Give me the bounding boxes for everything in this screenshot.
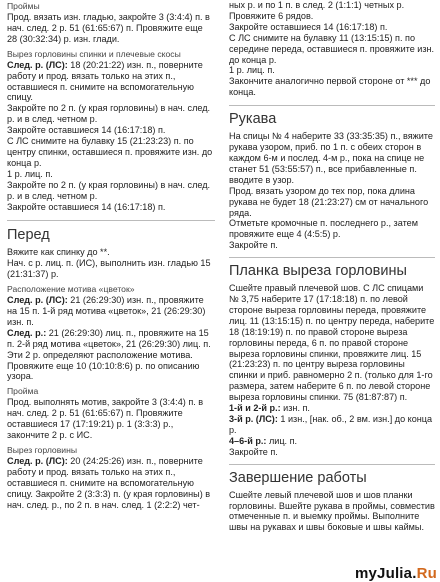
sleeves-para4: Закройте п. (229, 240, 278, 251)
armholes-text: Прод. вязать изн. гладью, закройте 3 (3:4:4) п. в нач. след. 2 р. 51 (61:65:67) п. Провяжите еще 28 (30:32:34) р. изн. глади. (7, 12, 210, 44)
sleeves-heading: Рукава (229, 111, 277, 128)
motif-para3: Эти 2 р. определяют расположение мотива. Провяжите еще 10 (10:10:8:6) р. по описанию узора. (7, 349, 200, 382)
subheading-front-neck: Вырез горловины (7, 445, 77, 455)
cont-para4: 1 р. лиц. п. (229, 65, 275, 76)
row-text: 20 (24:25:26) изн. п., поверните работу и прод. вязать только на этих п., оставшиеся п. снимите на вспомогательную спицу. Закройте 2 (3:3:3) п. (у края горловины) в нач. след. р., по 2 п. в нач. след. 1 (2:2:2) чет- (7, 456, 211, 510)
cont-para2: Закройте оставшиеся 14 (16:17:18) п. (229, 21, 388, 32)
back-neck-para7: Закройте оставшиеся 14 (16:17:18) п. (7, 201, 166, 212)
front-para1: Вяжите как спинку до **. (7, 247, 110, 258)
collar-close: Закройте п. (229, 446, 278, 457)
cont-para3: С ЛС снимите на булавку 11 (13:15:15) п. по середине переда, оставшиеся п. провяжите изн. до конца р. (229, 32, 435, 65)
cont-para1: ных р. и по 1 п. в след. 2 (1:1:1) четных р. Провяжите 6 рядов. (229, 0, 405, 21)
right-column (229, 0, 435, 533)
back-neck-para5: 1 р. лиц. п. (7, 168, 53, 179)
finish-heading: Завершение работы (229, 469, 367, 486)
row-text: 21 (26:29:30) изн. п., провяжите на 15 п. 1-й ряд мотива «цветок», 21 (26:29:30) изн. п. (7, 295, 206, 327)
back-neck-para6: Закройте по 2 п. (у края горловины) в нач. след. р. и в след. четном р. (7, 179, 211, 201)
row-text: 18 (20:21:22) изн. п., поверните работу и прод. вязать только на этих п., оставшиеся п. снимите на вспомогательную спицу. (7, 59, 203, 103)
finish-para: Сшейте левый плечевой шов и шов планки горловины. Вшейте рукава в проймы, совместив отмеченные п. и выемку проймы. Выполните швы на рукавах и швы боковые и швы каймы. (229, 489, 435, 533)
collar-para1: Сшейте правый плечевой шов. С ЛС спицами № 3,75 наберите 17 (17:18:18) п. по левой стороне выреза горловины переда, провяжите лиц. 11 (13:15:15) п. по центру переда, наберите 18 (18:19:19) п. по правой стороне выреза горловины переда, 6 п. по правой стороне выреза горловины спинки, провяжите лиц. 15 (21:23:23) п. по центру выреза горловины спинки и приб. равномерно 2 п. (только для 1-го размера, затем наберите 6 п. по левой стороне выреза горловины спинки. 75 (81:87:87) п. (229, 283, 435, 403)
front-para2: Нач. с р. лиц. п. (ИС), выполнить изн. гладью 15 (21:31:37) р. (7, 258, 211, 280)
row-text: 21 (26:29:30) лиц. п., провяжите на 15 п. 2-й ряд мотива «цветок», 21 (26:29:30) лиц. п. (7, 327, 211, 349)
subheading-armholes: Проймы (7, 1, 40, 11)
site-watermark (355, 565, 437, 582)
back-neck-para3: Закройте оставшиеся 14 (16:17:18) п. (7, 125, 166, 136)
subheading-back-neck: Вырез горловины спинки и плечевые скосы (7, 48, 181, 59)
row-text: лиц. п. (266, 435, 298, 446)
collar-row4 (229, 436, 435, 447)
row-text: 1 изн., [нак. об., 2 вм. изн.] до конца р. (229, 414, 433, 435)
collar-row3 (229, 414, 435, 436)
left-column (7, 0, 215, 511)
row-label: 4–6-й р.: (229, 435, 267, 446)
motif-para1 (7, 295, 215, 328)
row-label: След. р. (ЛС): (7, 59, 68, 70)
row-label: След. р. (ЛС): (7, 456, 68, 466)
sleeves-para3: Отметьте кромочные п. последнего р., затем провяжите еще 4 (4:5:5) р. (229, 218, 418, 240)
subheading-motif: Расположение мотива «цветок» (7, 284, 135, 295)
sleeves-para2: Прод. вязать узором до тех пор, пока длина рукава не будет 18 (21:23:27) см от начального ряда. (229, 185, 429, 218)
back-neck-para1 (7, 60, 215, 104)
watermark-name: myJulia. (354, 565, 417, 582)
cont-para5: Закончите аналогично первой стороне от *** до конца. (229, 76, 431, 98)
collar-heading: Планка выреза горловины (229, 263, 407, 280)
motif-para2 (7, 328, 215, 350)
row-label: 1-й и 2-й р.: (229, 403, 281, 414)
row-label: 3-й р. (ЛС): (229, 414, 278, 424)
sleeves-para1: На спицы № 4 наберите 33 (33:35:35) п., вяжите рукава узором, приб. по 1 п. с обеих сторон в каждом 6-м и послед. 4-м р., пока на спице не станет 51 (53:55:57) п., все прибавленные п. вводите в узор. (229, 131, 433, 185)
back-neck-para2: Закройте по 2 п. (у края горловины) в нач. след. р. и в след. четном р. (7, 103, 211, 125)
front-neck-para (7, 456, 215, 511)
front-heading: Перед (7, 227, 50, 244)
row-label: След. р. (ЛС): (7, 295, 68, 306)
row-label: След. р.: (7, 327, 47, 338)
watermark-tld: Ru (416, 565, 437, 582)
collar-row1 (229, 403, 435, 414)
armhole2-text: Прод. выполнять мотив, закройте 3 (3:4:4) п. в нач. след. 2 р. 51 (61:65:67) п. Провяжите оставшиеся 17 (17:19:21) р. 1 (3:3:3) р., закончите 2 р. с ИС. (7, 397, 204, 441)
row-text: изн. п. (280, 403, 310, 414)
back-neck-para4: С ЛС снимите на булавку 15 (21:23:23) п. по центру спинки, оставшиеся п. провяжите изн. до конца р. (7, 136, 213, 168)
subheading-armhole2: Пройма (7, 386, 39, 397)
